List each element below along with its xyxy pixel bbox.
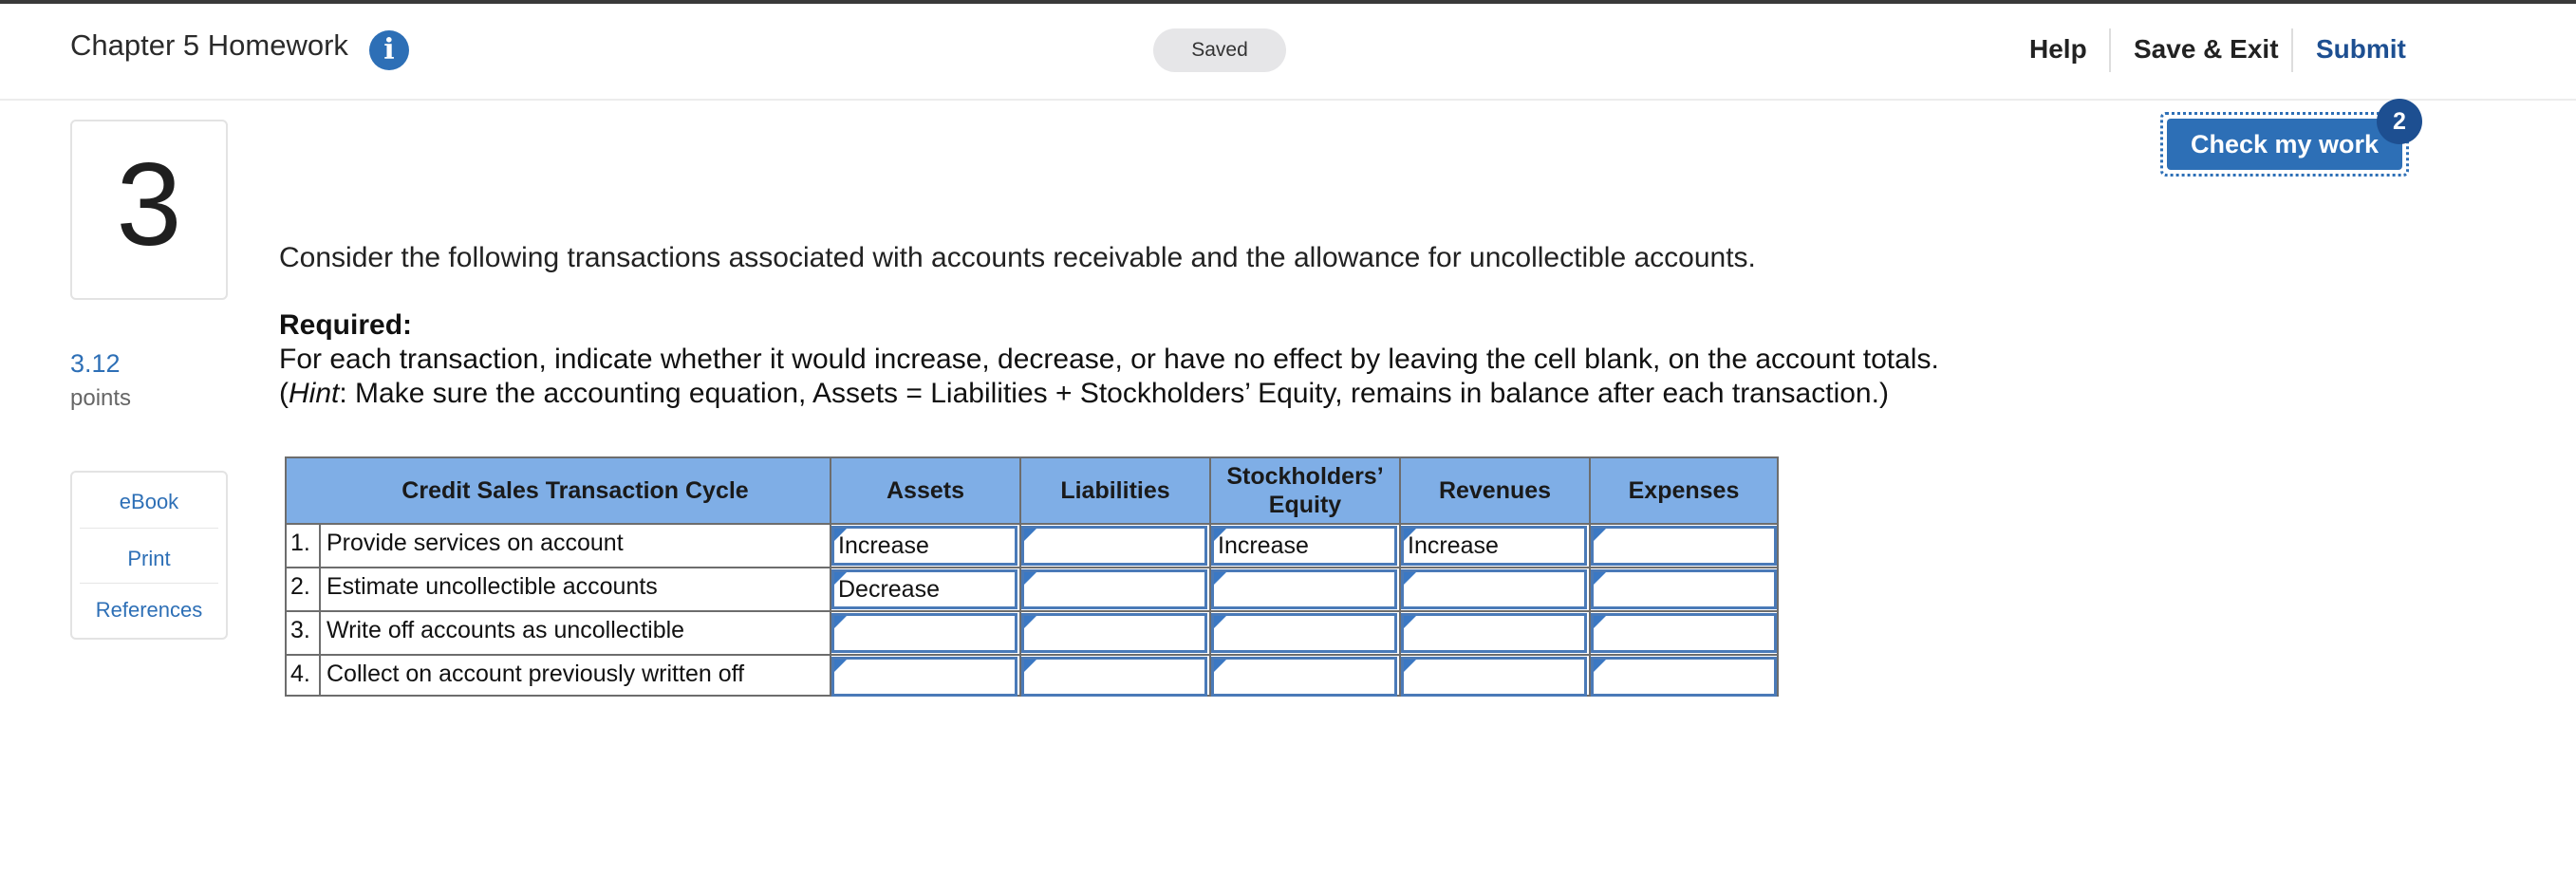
header-revenues: Revenues bbox=[1438, 477, 1552, 504]
transaction-table bbox=[285, 456, 1779, 697]
dropdown-marker-icon bbox=[1024, 660, 1036, 672]
cell-value: Increase bbox=[1408, 532, 1499, 559]
question-number: 3 bbox=[116, 140, 182, 270]
resources-panel bbox=[70, 471, 228, 640]
grid-line bbox=[319, 523, 321, 695]
row3-assets-cell[interactable] bbox=[831, 613, 1017, 653]
check-my-work-button[interactable]: Check my work bbox=[2167, 119, 2402, 170]
help-link[interactable]: Help bbox=[2029, 34, 2087, 64]
hint-open-paren: ( bbox=[279, 378, 289, 409]
cell-value: Increase bbox=[1218, 532, 1309, 559]
dropdown-marker-icon bbox=[1594, 616, 1606, 628]
row-label: Collect on account previously written off bbox=[327, 661, 745, 687]
save-exit-link[interactable]: Save & Exit bbox=[2134, 34, 2279, 64]
references-link[interactable]: References bbox=[95, 598, 203, 622]
row-number: 2. bbox=[290, 573, 310, 600]
row1-expenses-cell[interactable] bbox=[1591, 526, 1777, 566]
dropdown-marker-icon bbox=[1404, 616, 1416, 628]
row1-assets-cell[interactable] bbox=[831, 526, 1017, 566]
row3-expenses-cell[interactable] bbox=[1591, 613, 1777, 653]
row2-equity-cell[interactable] bbox=[1211, 569, 1397, 609]
nav-divider bbox=[2109, 28, 2111, 72]
header-stockholders-equity: Stockholders’ Equity bbox=[1226, 463, 1384, 518]
nav-divider bbox=[2291, 28, 2293, 72]
question-number-box bbox=[70, 120, 228, 300]
dropdown-marker-icon bbox=[1214, 660, 1226, 672]
row2-liabilities-cell[interactable] bbox=[1021, 569, 1207, 609]
top-bar bbox=[0, 4, 2576, 101]
row3-revenues-cell[interactable] bbox=[1401, 613, 1587, 653]
grid-line bbox=[287, 654, 1777, 656]
dropdown-marker-icon bbox=[1404, 529, 1416, 541]
attempts-badge: 2 bbox=[2377, 99, 2422, 144]
dropdown-marker-icon bbox=[1214, 529, 1226, 541]
row2-assets-cell[interactable] bbox=[831, 569, 1017, 609]
divider bbox=[80, 528, 218, 529]
divider bbox=[80, 583, 218, 584]
grid-line bbox=[287, 523, 1777, 525]
info-icon[interactable]: i bbox=[369, 30, 409, 70]
required-heading: Required: bbox=[279, 309, 413, 341]
dropdown-marker-icon bbox=[834, 529, 847, 541]
row2-expenses-cell[interactable] bbox=[1591, 569, 1777, 609]
header-expenses: Expenses bbox=[1628, 477, 1740, 504]
cell-value: Increase bbox=[838, 532, 929, 559]
header-liabilities: Liabilities bbox=[1060, 477, 1170, 504]
cell-value: Decrease bbox=[838, 576, 940, 603]
save-status-badge: Saved bbox=[1153, 28, 1286, 72]
row-label: Estimate uncollectible accounts bbox=[327, 573, 658, 600]
row3-equity-cell[interactable] bbox=[1211, 613, 1397, 653]
check-my-work-focus-ring bbox=[2160, 112, 2409, 177]
question-prompt: Consider the following transactions associated with accounts receivable and the allowance for uncollectible accounts. bbox=[279, 242, 1756, 273]
dropdown-marker-icon bbox=[834, 616, 847, 628]
dropdown-marker-icon bbox=[1024, 529, 1036, 541]
row-label: Provide services on account bbox=[327, 530, 624, 556]
row1-revenues-cell[interactable] bbox=[1401, 526, 1587, 566]
ebook-link[interactable]: eBook bbox=[119, 490, 179, 513]
hint-word: Hint bbox=[289, 378, 340, 409]
header-assets: Assets bbox=[887, 477, 964, 504]
dropdown-marker-icon bbox=[1024, 572, 1036, 585]
dropdown-marker-icon bbox=[1024, 616, 1036, 628]
row-number: 1. bbox=[290, 530, 310, 556]
dropdown-marker-icon bbox=[1594, 529, 1606, 541]
row4-equity-cell[interactable] bbox=[1211, 657, 1397, 697]
dropdown-marker-icon bbox=[834, 572, 847, 585]
row4-expenses-cell[interactable] bbox=[1591, 657, 1777, 697]
dropdown-marker-icon bbox=[1214, 616, 1226, 628]
row3-liabilities-cell[interactable] bbox=[1021, 613, 1207, 653]
print-link[interactable]: Print bbox=[127, 547, 171, 570]
dropdown-marker-icon bbox=[1594, 572, 1606, 585]
dropdown-marker-icon bbox=[1404, 572, 1416, 585]
row-label: Write off accounts as uncollectible bbox=[327, 617, 685, 643]
assignment-title: Chapter 5 Homework bbox=[70, 28, 348, 62]
points-label: points bbox=[70, 385, 132, 411]
row-number: 4. bbox=[290, 661, 310, 687]
hint-text bbox=[279, 378, 1889, 410]
hint-body: : Make sure the accounting equation, Assets = Liabilities + Stockholders’ Equity, remains in balance after each transaction.) bbox=[339, 378, 1889, 409]
dropdown-marker-icon bbox=[834, 660, 847, 672]
required-instruction: For each transaction, indicate whether it would increase, decrease, or have no effect by leaving the cell blank, on the account totals. bbox=[279, 344, 1939, 375]
dropdown-marker-icon bbox=[1214, 572, 1226, 585]
grid-line bbox=[287, 610, 1777, 612]
row4-liabilities-cell[interactable] bbox=[1021, 657, 1207, 697]
row2-revenues-cell[interactable] bbox=[1401, 569, 1587, 609]
grid-line bbox=[287, 567, 1777, 568]
row1-equity-cell[interactable] bbox=[1211, 526, 1397, 566]
points-value: 3.12 bbox=[70, 349, 121, 378]
row4-assets-cell[interactable] bbox=[831, 657, 1017, 697]
row1-liabilities-cell[interactable] bbox=[1021, 526, 1207, 566]
dropdown-marker-icon bbox=[1404, 660, 1416, 672]
dropdown-marker-icon bbox=[1594, 660, 1606, 672]
row-number: 3. bbox=[290, 617, 310, 643]
header-transaction-cycle: Credit Sales Transaction Cycle bbox=[401, 477, 749, 504]
row4-revenues-cell[interactable] bbox=[1401, 657, 1587, 697]
submit-link[interactable]: Submit bbox=[2316, 34, 2406, 64]
